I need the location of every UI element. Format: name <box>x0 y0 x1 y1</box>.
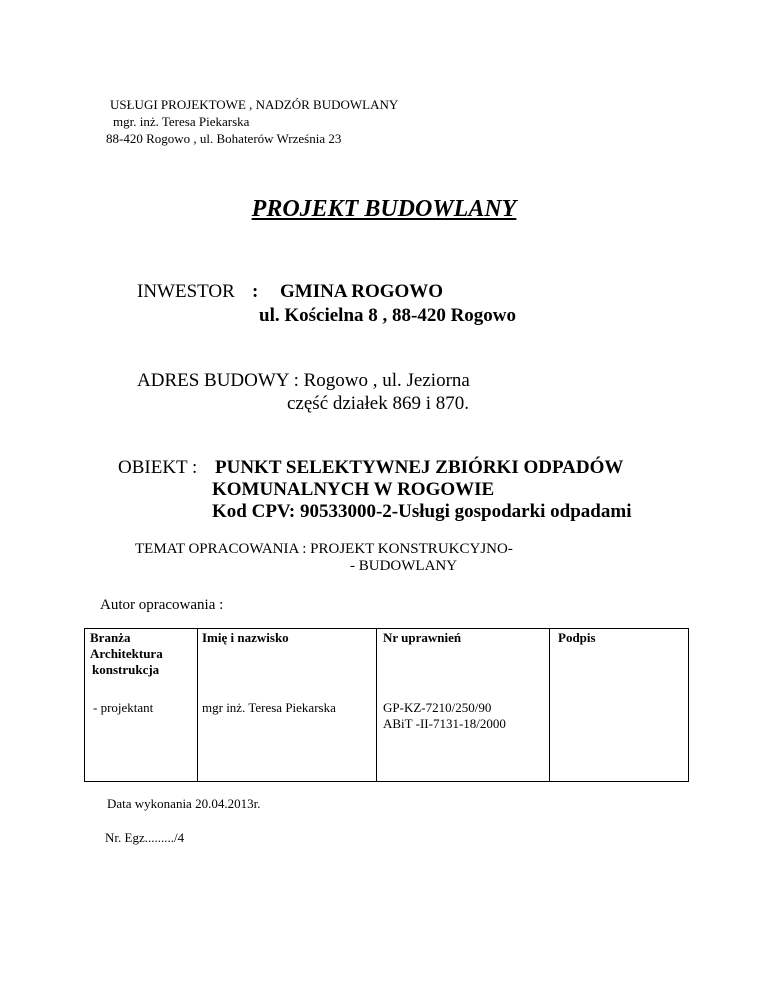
author-label: Autor opracowania : <box>100 597 224 613</box>
signature-cell <box>550 629 689 782</box>
investor-label: INWESTOR <box>137 281 235 302</box>
author-table <box>84 628 689 782</box>
license-2: ABiT -II-7131-18/2000 <box>383 716 506 731</box>
copy-number: Nr. Egz........./4 <box>105 830 185 845</box>
license-1: GP-KZ-7210/250/90 <box>383 700 492 715</box>
investor-address: ul. Kościelna 8 , 88-420 Rogowo <box>259 305 517 326</box>
topic-line2: - BUDOWLANY <box>350 558 458 574</box>
header-license: Nr uprawnień <box>383 630 462 645</box>
object-label: OBIEKT : <box>118 457 198 478</box>
topic-line1: TEMAT OPRACOWANIA : PROJEKT KONSTRUKCYJNO- <box>135 541 513 557</box>
license-cell <box>377 629 550 782</box>
branch-line2: konstrukcja <box>92 662 160 677</box>
company-address: 88-420 Rogowo , ul. Bohaterów Września 23 <box>106 131 342 146</box>
role: - projektant <box>93 700 154 715</box>
investor-colon: : <box>252 281 259 302</box>
object-line2: KOMUNALNYCH W ROGOWIE <box>212 479 495 500</box>
branch-cell <box>85 629 198 782</box>
header-signature: Podpis <box>558 630 596 645</box>
investor-name: GMINA ROGOWO <box>280 281 444 302</box>
site-address-line2: część działek 869 i 870. <box>287 393 470 414</box>
header-name: Imię i nazwisko <box>202 630 289 645</box>
designer-name: mgr inż. Teresa Piekarska <box>202 700 336 715</box>
branch-line1: Architektura <box>90 646 163 661</box>
document-title: PROJEKT BUDOWLANY <box>251 196 517 222</box>
date-line: Data wykonania 20.04.2013r. <box>107 796 261 811</box>
company-name: USŁUGI PROJEKTOWE , NADZÓR BUDOWLANY <box>110 97 399 112</box>
name-cell <box>198 629 377 782</box>
header-branch: Branża <box>90 630 131 645</box>
object-line3: Kod CPV: 90533000-2-Usługi gospodarki odpadami <box>212 501 632 522</box>
object-line1: PUNKT SELEKTYWNEJ ZBIÓRKI ODPADÓW <box>215 457 624 478</box>
site-address-line1: ADRES BUDOWY : Rogowo , ul. Jeziorna <box>137 370 470 391</box>
company-owner: mgr. inż. Teresa Piekarska <box>113 114 250 129</box>
